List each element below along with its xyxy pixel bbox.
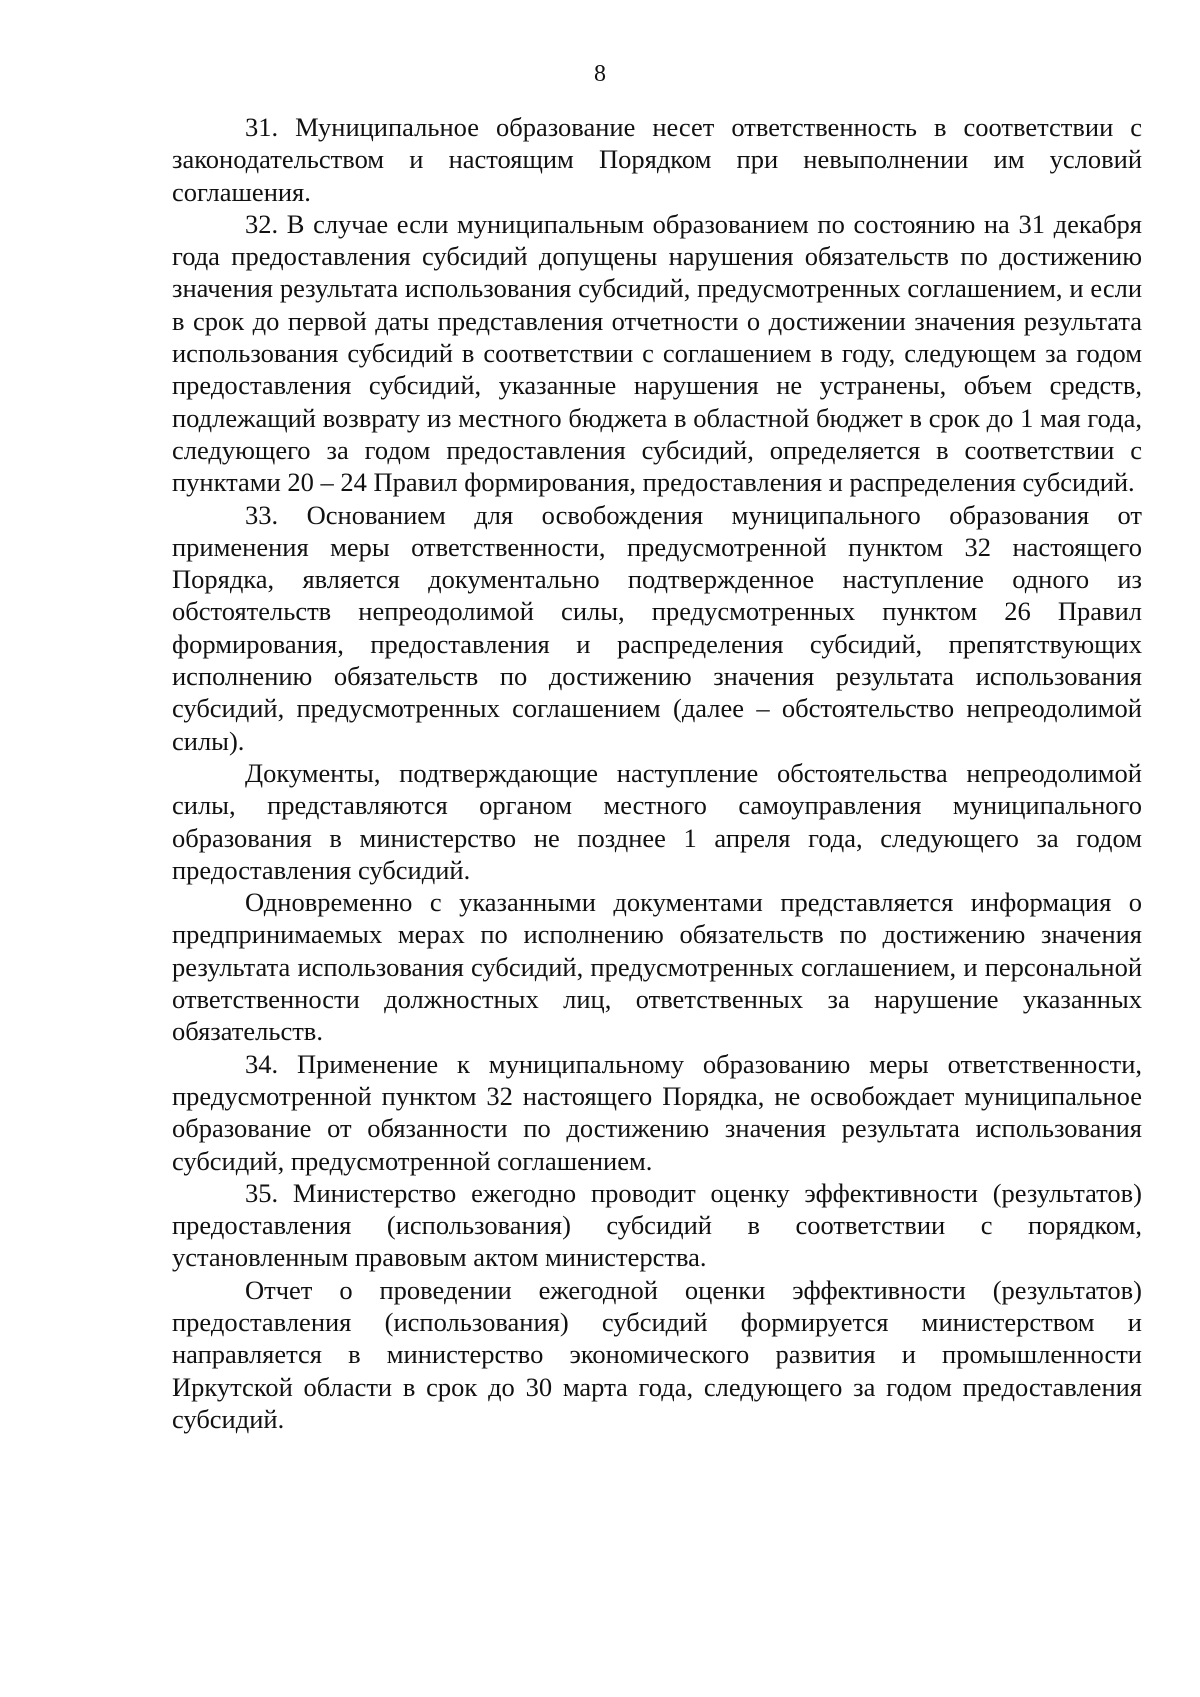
paragraph-31: 31. Муниципальное образование несет ответственность в соответствии с законодательством и настоящим Порядком при невыполнении им условий соглашения. (172, 112, 1142, 207)
paragraph-33-information: Одновременно с указанными документами представляется информация о предпринимаемых мерах по исполнению обязательств по достижению значения результата использования субсидий, предусмотренных соглашением, и персональной ответственности должностных лиц, ответственных за нарушение указанных обязательств. (172, 887, 1142, 1047)
paragraph-35-report: Отчет о проведении ежегодной оценки эффективности (результатов) предоставления (использования) субсидий формируется министерством и направляется в министерство экономического развития и промышленности Иркутской области в срок до 30 марта года, следующего за годом предоставления субсидий. (172, 1274, 1142, 1434)
paragraph-32: 32. В случае если муниципальным образованием по состоянию на 31 декабря года предоставления субсидий допущены нарушения обязательств по достижению значения результата использования субсидий, предусмотренных соглашением, и если в срок до первой даты представления отчетности о достижении значения результата использования субсидий в соответствии с соглашением в году, следующем за годом предоставления субсидий, указанные нарушения не устранены, объем средств, подлежащий возврату из местного бюджета в областной бюджет в срок до 1 мая года, следующего за годом предоставления субсидий, определяется в соответствии с пунктами 20 – 24 Правил формирования, предоставления и распределения субсидий. (172, 208, 1142, 498)
document-body (172, 111, 1142, 1435)
page-number: 8 (594, 61, 606, 87)
paragraph-34: 34. Применение к муниципальному образованию меры ответственности, предусмотренной пунктом 32 настоящего Порядка, не освобождает муниципальное образование от обязанности по достижению значения результата использования субсидий, предусмотренной соглашением. (172, 1048, 1142, 1176)
paragraph-33-documents: Документы, подтверждающие наступление обстоятельства непреодолимой силы, представляются органом местного самоуправления муниципального образования в министерство не позднее 1 апреля года, следующего за годом предоставления субсидий. (172, 757, 1142, 885)
paragraph-33: 33. Основанием для освобождения муниципального образования от применения меры ответственности, предусмотренной пунктом 32 настоящего Порядка, является документально подтвержденное наступление одного из обстоятельств непреодолимой силы, предусмотренных пунктом 26 Правил формирования, предоставления и распределения субсидий, препятствующих исполнению обязательств по достижению значения результата использования субсидий, предусмотренных соглашением (далее – обстоятельство непреодолимой силы). (172, 499, 1142, 756)
paragraph-35: 35. Министерство ежегодно проводит оценку эффективности (результатов) предоставления (использования) субсидий в соответствии с порядком, установленным правовым актом министерства. (172, 1177, 1142, 1273)
